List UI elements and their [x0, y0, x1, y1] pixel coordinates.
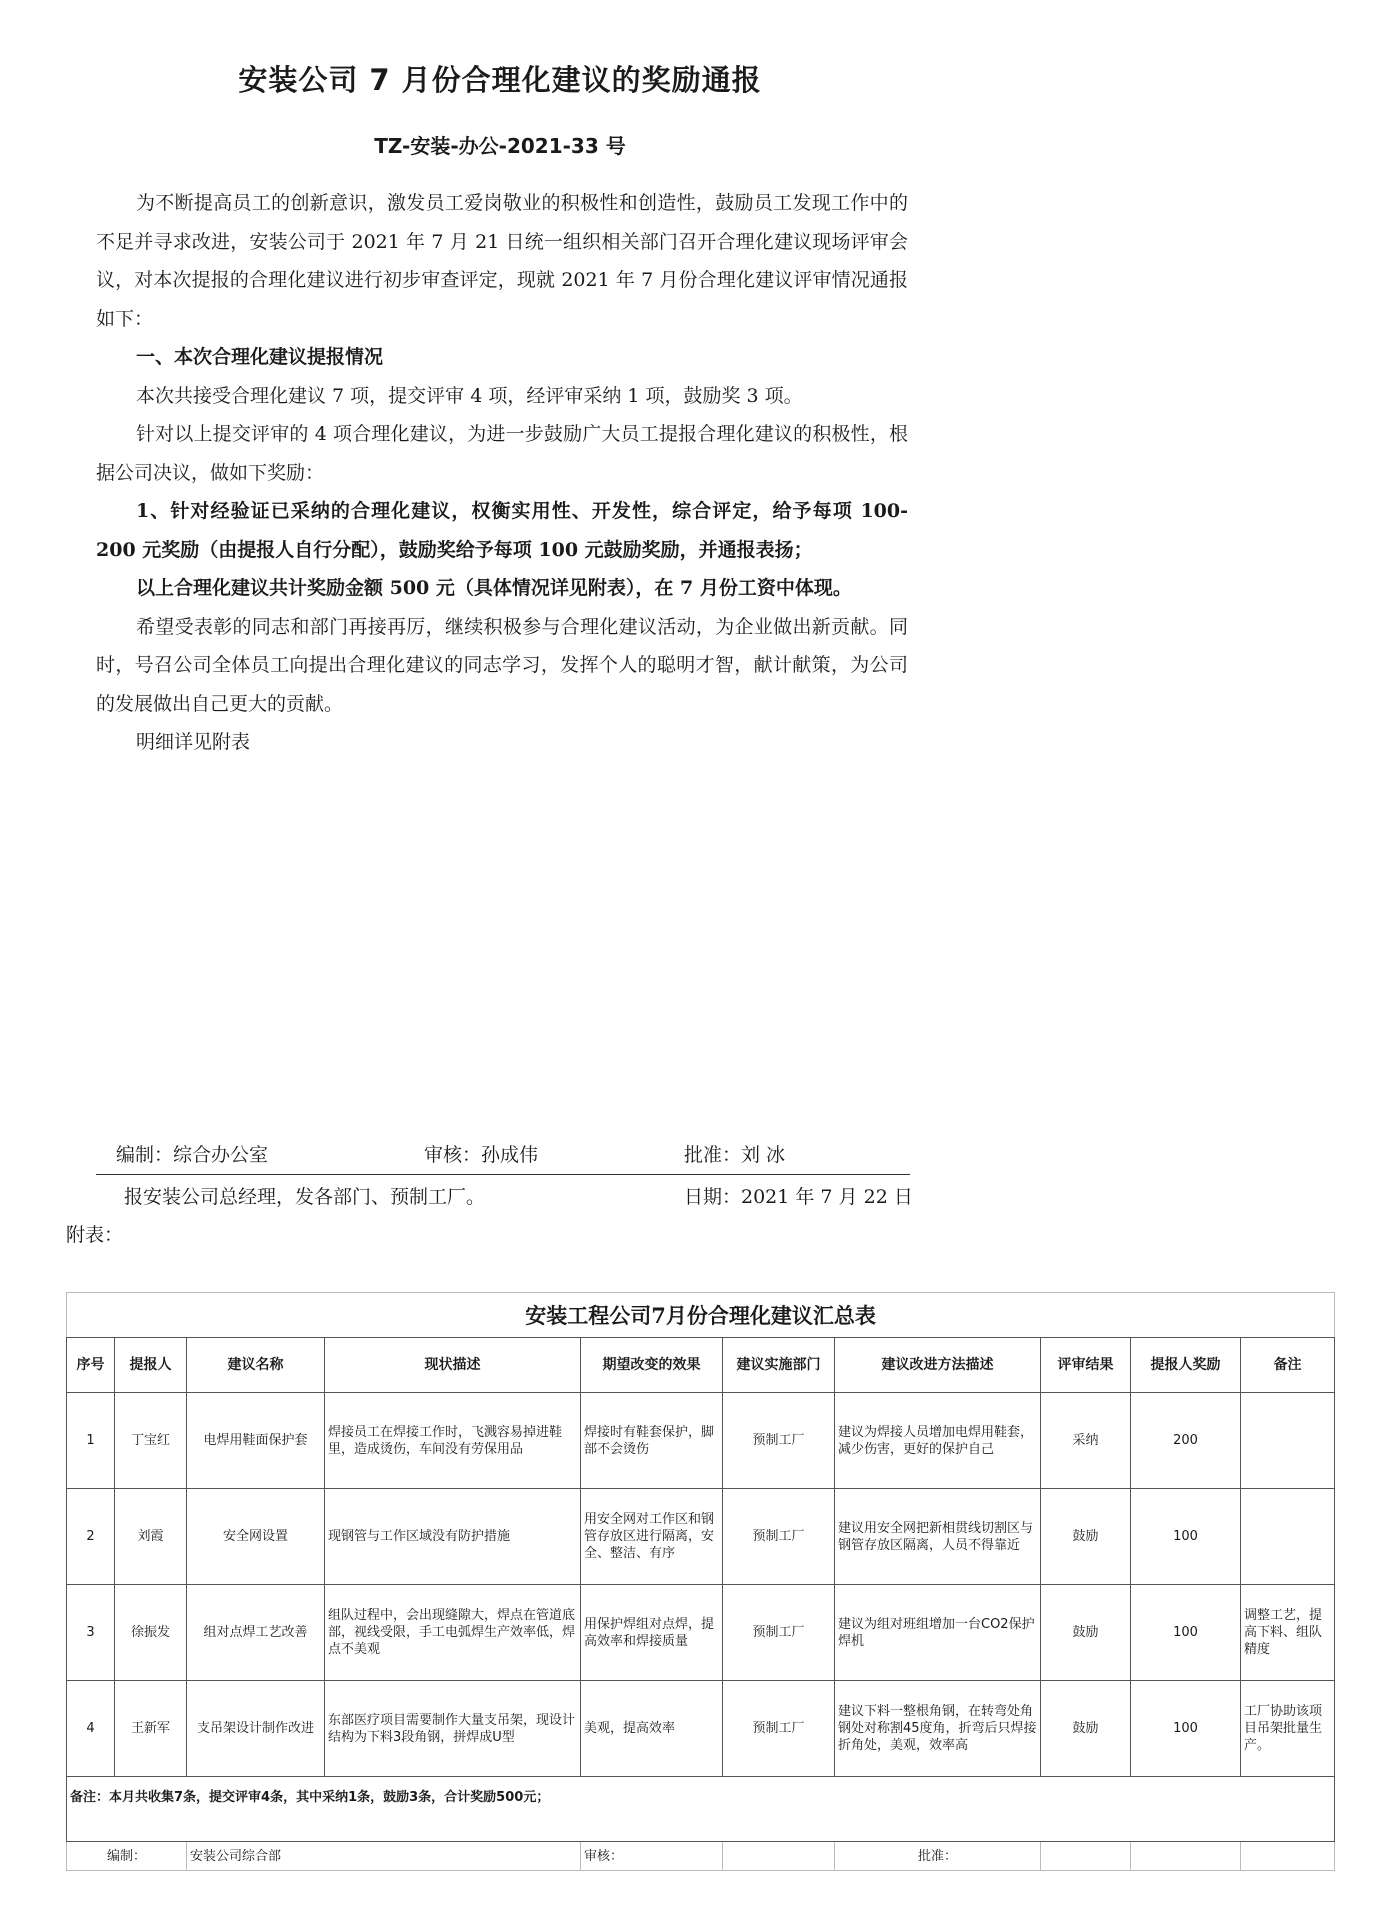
cell-method: 建议为组对班组增加一台CO2保护焊机: [835, 1585, 1041, 1681]
cell-name: 安全网设置: [187, 1489, 325, 1585]
sign-empty-cell: [1131, 1842, 1241, 1871]
table-note: 备注：本月共收集7条，提交评审4条，其中采纳1条，鼓励3条，合计奖励500元；: [67, 1777, 1335, 1842]
cell-dept: 预制工厂: [723, 1489, 835, 1585]
reward-total-paragraph: 以上合理化建议共计奖励金额 500 元（具体情况详见附表），在 7 月份工资中体现。: [136, 577, 852, 599]
sign-reviewed-label: 审核：: [581, 1842, 723, 1871]
table-header-row: [67, 1338, 1335, 1393]
attachment-label: 附表：: [66, 1224, 124, 1246]
cell-status: 焊接员工在焊接工作时，飞溅容易掉进鞋里，造成烫伤，车间没有劳保用品: [325, 1393, 581, 1489]
table-row: [67, 1585, 1335, 1681]
cell-method: 建议为焊接人员增加电焊用鞋套，减少伤害，更好的保护自己: [835, 1393, 1041, 1489]
sign-reviewed-value: [723, 1842, 835, 1871]
closing-paragraph: 希望受表彰的同志和部门再接再厉，继续积极参与合理化建议活动，为企业做出新贡献。同时，号召公司全体员工向提出合理化建议的同志学习，发挥个人的聪明才智，献计献策，为公司的发展做出自己更大的贡献。: [96, 615, 908, 715]
cell-status: 现钢管与工作区域没有防护措施: [325, 1489, 581, 1585]
cell-proposer: 丁宝红: [115, 1393, 187, 1489]
cell-reward: 100: [1131, 1585, 1241, 1681]
cell-effect: 用保护焊组对点焊，提高效率和焊接质量: [581, 1585, 723, 1681]
cell-no: 3: [67, 1585, 115, 1681]
cell-remark: 调整工艺，提高下料、组队精度: [1241, 1585, 1335, 1681]
document-title: 安装公司 7 月份合理化建议的奖励通报: [238, 63, 762, 97]
summary-table: [66, 1292, 1335, 1871]
cell-effect: 焊接时有鞋套保护，脚部不会烫伤: [581, 1393, 723, 1489]
table-row: [67, 1681, 1335, 1777]
cell-name: 支吊架设计制作改进: [187, 1681, 325, 1777]
cell-remark: 工厂协助该项目吊架批量生产。: [1241, 1681, 1335, 1777]
header-status: 现状描述: [325, 1338, 581, 1393]
cell-no: 4: [67, 1681, 115, 1777]
distribution-line: 报安装公司总经理，发各部门、预制工厂。: [124, 1186, 486, 1208]
cell-reward: 100: [1131, 1681, 1241, 1777]
cell-method: 建议用安全网把新相贯线切割区与钢管存放区隔离，人员不得靠近: [835, 1489, 1041, 1585]
table-signature-row: [67, 1842, 1335, 1871]
cell-proposer: 徐振发: [115, 1585, 187, 1681]
header-method: 建议改进方法描述: [835, 1338, 1041, 1393]
cell-dept: 预制工厂: [723, 1585, 835, 1681]
header-no: 序号: [67, 1338, 115, 1393]
header-result: 评审结果: [1041, 1338, 1131, 1393]
reviewed-by: 审核：孙成伟: [424, 1144, 539, 1166]
table-note-row: [67, 1777, 1335, 1842]
attachment-note: 明细详见附表: [136, 731, 251, 753]
table-row: [67, 1393, 1335, 1489]
sign-empty-cell: [1241, 1842, 1335, 1871]
cell-effect: 用安全网对工作区和钢管存放区进行隔离，安全、整洁、有序: [581, 1489, 723, 1585]
cell-no: 1: [67, 1393, 115, 1489]
cell-name: 电焊用鞋面保护套: [187, 1393, 325, 1489]
cell-status: 东部医疗项目需要制作大量支吊架，现设计结构为下料3段角钢，拼焊成U型: [325, 1681, 581, 1777]
header-effect: 期望改变的效果: [581, 1338, 723, 1393]
intro-paragraph: 为不断提高员工的创新意识，激发员工爱岗敬业的积极性和创造性，鼓励员工发现工作中的不足并寻求改进，安装公司于 2021 年 7 月 21 日统一组织相关部门召开合理化建议现场评审会议，对本次提报的合理化建议进行初步审查评定，现就 2021 年 7 月份合理化建议评审情况通报如下：: [96, 192, 908, 330]
cell-reward: 200: [1131, 1393, 1241, 1489]
document-body: [96, 184, 908, 762]
reward-rule-paragraph: 1、针对经验证已采纳的合理化建议，权衡实用性、开发性，综合评定，给予每项 100-200 元奖励（由提报人自行分配），鼓励奖给予每项 100 元鼓励奖励，并通报表扬；: [96, 500, 908, 561]
summary-table-container: [66, 1292, 1334, 1871]
cell-proposer: 王新军: [115, 1681, 187, 1777]
compiled-by: 编制：综合办公室: [116, 1144, 269, 1166]
cell-result: 鼓励: [1041, 1681, 1131, 1777]
reward-intro-paragraph: 针对以上提交评审的 4 项合理化建议，为进一步鼓励广大员工提报合理化建议的积极性，根据公司决议，做如下奖励：: [96, 423, 908, 484]
cell-status: 组队过程中，会出现缝隙大，焊点在管道底部，视线受限，手工电弧焊生产效率低，焊点不美观: [325, 1585, 581, 1681]
sign-approved-value: [1041, 1842, 1131, 1871]
sign-compiled-value: 安装公司综合部: [187, 1842, 581, 1871]
cell-effect: 美观，提高效率: [581, 1681, 723, 1777]
cell-dept: 预制工厂: [723, 1681, 835, 1777]
cell-result: 鼓励: [1041, 1489, 1131, 1585]
cell-name: 组对点焊工艺改善: [187, 1585, 325, 1681]
cell-dept: 预制工厂: [723, 1393, 835, 1489]
cell-remark: [1241, 1489, 1335, 1585]
header-reward: 提报人奖励: [1131, 1338, 1241, 1393]
header-proposer: 提报人: [115, 1338, 187, 1393]
table-caption: 安装工程公司7月份合理化建议汇总表: [67, 1293, 1335, 1338]
summary-paragraph: 本次共接受合理化建议 7 项，提交评审 4 项，经评审采纳 1 项，鼓励奖 3 项。: [136, 384, 803, 407]
cell-result: 采纳: [1041, 1393, 1131, 1489]
approved-by: 批准：刘 冰: [684, 1144, 786, 1166]
header-name: 建议名称: [187, 1338, 325, 1393]
table-row: [67, 1489, 1335, 1585]
cell-reward: 100: [1131, 1489, 1241, 1585]
header-remark: 备注: [1241, 1338, 1335, 1393]
cell-no: 2: [67, 1489, 115, 1585]
section-heading: 一、本次合理化建议提报情况: [136, 346, 384, 368]
cell-result: 鼓励: [1041, 1585, 1131, 1681]
sign-compiled-label: 编制：: [67, 1842, 187, 1871]
footer-divider: [96, 1174, 910, 1175]
cell-proposer: 刘霞: [115, 1489, 187, 1585]
sign-approved-label: 批准：: [835, 1842, 1041, 1871]
header-dept: 建议实施部门: [723, 1338, 835, 1393]
cell-method: 建议下料一整根角钢，在转弯处角钢处对称割45度角，折弯后只焊接折角处，美观，效率高: [835, 1681, 1041, 1777]
document-number: TZ-安装-办公-2021-33 号: [374, 134, 626, 158]
issue-date: 日期：2021 年 7 月 22 日: [684, 1186, 913, 1208]
cell-remark: [1241, 1393, 1335, 1489]
